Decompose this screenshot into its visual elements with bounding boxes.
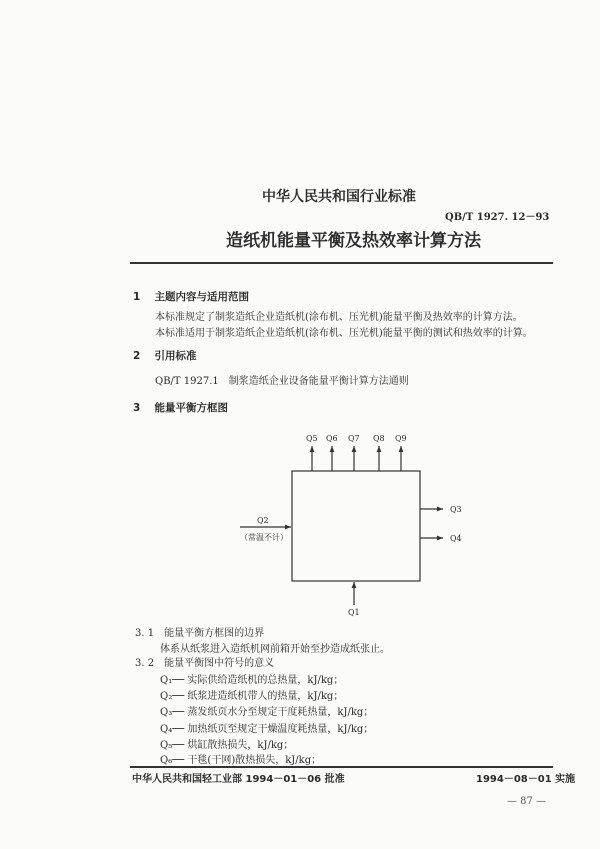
label-q1: Q1 — [348, 608, 360, 617]
symbol-definition: Q₆── 干毯(干网)散热损失，kJ/kg； — [160, 755, 322, 766]
label-q3: Q3 — [450, 505, 462, 514]
label-q7: Q7 — [348, 434, 360, 443]
section-2-heading: 2 引用标准 — [133, 350, 197, 362]
label-q5: Q5 — [306, 434, 318, 443]
effective-date: 1994－08－01 实施 — [476, 774, 576, 785]
symbol-definition: Q₅── 烘缸散热损失，kJ/kg； — [160, 740, 294, 751]
subsection-3-1-text: 体系从纸浆进入造纸机网前箱开始至抄造成纸张止。 — [160, 644, 390, 655]
approval-note: 中华人民共和国轻工业部 1994－01－06 批准 — [132, 774, 345, 785]
label-q4: Q4 — [450, 534, 462, 543]
section-3-heading: 3 能量平衡方框图 — [133, 402, 228, 414]
issuing-org: 中华人民共和国行业标准 — [262, 189, 416, 205]
section-1-line: 本标准规定了制浆造纸企业造纸机(涂布机、压光机)能量平衡及热效率的计算方法。 — [155, 312, 523, 323]
label-q8: Q8 — [373, 434, 385, 443]
subsection-3-2-heading: 3. 2 能量平衡图中符号的意义 — [135, 658, 275, 669]
subsection-3-1-heading: 3. 1 能量平衡方框图的边界 — [135, 628, 265, 639]
page-title: 造纸机能量平衡及热效率计算方法 — [226, 231, 481, 251]
section-1-line: 本标准适用于制浆造纸企业造纸机(涂布机、压光机)能量平衡的测试和热效率的计算。 — [155, 328, 533, 339]
symbol-definition: Q₂── 纸浆进造纸机带人的热量，kJ/kg； — [160, 691, 344, 702]
standard-code: QB/T 1927. 12－93 — [445, 212, 550, 223]
symbol-definition: Q₃── 蒸发纸页水分至规定干度耗热量，kJ/kg； — [160, 707, 374, 718]
label-q2: Q2 — [257, 516, 269, 525]
label-q9: Q9 — [395, 434, 407, 443]
reference-standard: QB/T 1927.1 制浆造纸企业设备能量平衡计算方法通则 — [155, 376, 409, 387]
symbol-definition: Q₁── 实际供给造纸机的总热量，kJ/kg； — [160, 675, 344, 686]
symbol-definition: Q₄── 加热纸页至规定干燥温度耗热量，kJ/kg； — [160, 724, 374, 735]
system-box — [292, 471, 420, 581]
label-q2-note: （常温不计） — [240, 533, 288, 542]
section-1-heading: 1 主题内容与适用范围 — [133, 291, 249, 303]
page-number: — 87 — — [507, 796, 547, 807]
label-q6: Q6 — [326, 434, 338, 443]
footer-rule — [130, 766, 553, 768]
